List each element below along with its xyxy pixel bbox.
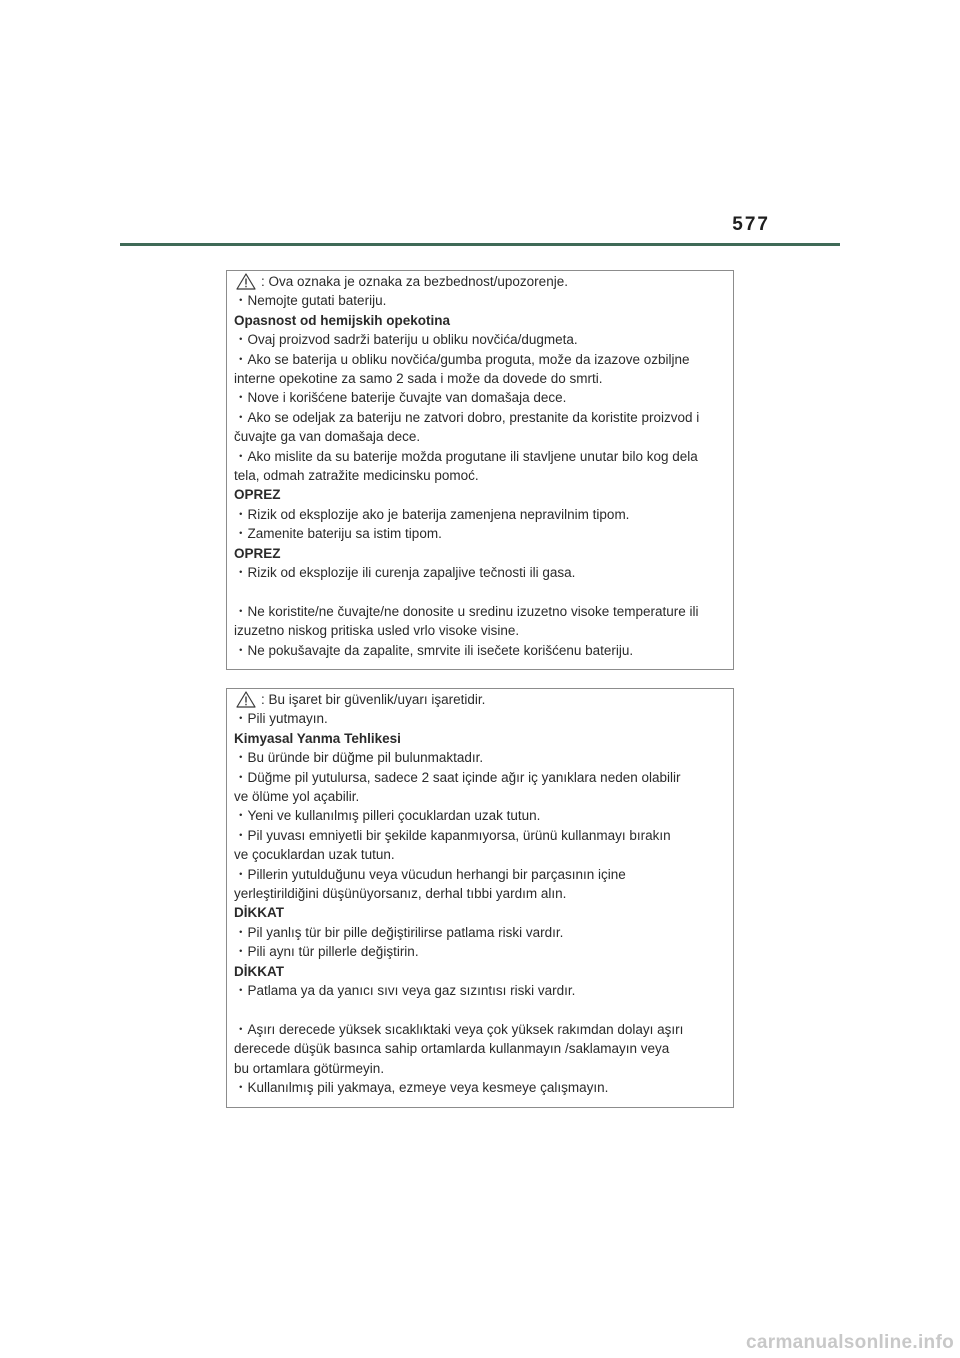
- box-lines: [234, 291, 728, 660]
- page-number: 577: [732, 214, 770, 235]
- section-heading: Opasnost od hemijskih opekotina: [234, 312, 451, 328]
- text-line: ・Pillerin yutulduğunu veya vücudun herhangi bir parçasının içine: [234, 866, 626, 882]
- text-line: ・Ne pokušavajte da zapalite, smrvite ili isečete korišćenu bateriju.: [234, 642, 634, 658]
- safety-box-turkish: [226, 688, 734, 1108]
- text-line: ・Nove i korišćene baterije čuvajte van domašaja dece.: [234, 390, 567, 406]
- text-line: interne opekotine za samo 2 sada i može da dovede do smrti.: [234, 371, 603, 387]
- text-line: ・Ako se baterija u obliku novčića/gumba proguta, može da izazove ozbiljne: [234, 351, 690, 367]
- text-line: ・Pili aynı tür pillerle değiştirin.: [234, 944, 419, 960]
- section-heading: DİKKAT: [234, 905, 284, 921]
- text-line: čuvajte ga van domašaja dece.: [234, 429, 421, 445]
- section-heading: Kimyasal Yanma Tehlikesi: [234, 730, 401, 746]
- spacer-line: [234, 583, 728, 602]
- text-line: ・Düğme pil yutulursa, sadece 2 saat içinde ağır iç yanıklara neden olabilir: [234, 769, 681, 785]
- text-line: ・Ako mislite da su baterije možda progutane ili stavljene unutar bilo kog dela: [234, 448, 698, 464]
- text-line: bu ortamlara götürmeyin.: [234, 1060, 385, 1076]
- warning-line: [234, 272, 728, 291]
- section-heading: OPREZ: [234, 487, 281, 503]
- text-line: ・Patlama ya da yanıcı sıvı veya gaz sızıntısı riski vardır.: [234, 983, 576, 999]
- header-rule: [120, 243, 840, 246]
- watermark: carmanualsonline.info: [746, 1332, 954, 1353]
- text-line: ve çocuklardan uzak tutun.: [234, 847, 395, 863]
- text-line: ve ölüme yol açabilir.: [234, 789, 360, 805]
- text-line: ・Aşırı derecede yüksek sıcaklıktaki veya çok yüksek rakımdan dolayı aşırı: [234, 1021, 684, 1037]
- text-line: ・Kullanılmış pili yakmaya, ezmeye veya kesmeye çalışmayın.: [234, 1080, 609, 1096]
- text-line: ・Nemojte gutati bateriju.: [234, 293, 387, 309]
- text-line: ・Zamenite bateriju sa istim tipom.: [234, 526, 442, 542]
- warning-line: [234, 690, 728, 709]
- text-line: ・Ne koristite/ne čuvajte/ne donosite u sredinu izuzetno visoke temperature ili: [234, 603, 699, 619]
- text-line: ・Rizik od eksplozije ako je baterija zamenjena nepravilnim tipom.: [234, 506, 630, 522]
- text-line: tela, odmah zatražite medicinsku pomoć.: [234, 468, 479, 484]
- warning-triangle-icon: [236, 691, 256, 708]
- text-line: derecede düşük basınca sahip ortamlarda kullanmayın /saklamayın veya: [234, 1041, 670, 1057]
- section-heading: OPREZ: [234, 545, 281, 561]
- warning-triangle-icon: [236, 273, 256, 290]
- warning-text: : Bu işaret bir güvenlik/uyarı işaretidir.: [261, 692, 486, 707]
- section-heading: DİKKAT: [234, 963, 284, 979]
- text-line: ・Bu üründe bir düğme pil bulunmaktadır.: [234, 750, 484, 766]
- text-line: izuzetno niskog pritiska usled vrlo visoke visine.: [234, 623, 520, 639]
- text-line: yerleştirildiğini düşünüyorsanız, derhal tıbbi yardım alın.: [234, 886, 567, 902]
- text-line: ・Pil yanlış tür bir pille değiştirilirse patlama riski vardır.: [234, 924, 564, 940]
- text-line: ・Pili yutmayın.: [234, 711, 328, 727]
- text-line: ・Yeni ve kullanılmış pilleri çocuklardan uzak tutun.: [234, 808, 541, 824]
- spacer-line: [234, 1001, 728, 1020]
- warning-text: : Ova oznaka je oznaka za bezbednost/upozorenje.: [261, 274, 568, 289]
- box-lines: [234, 709, 728, 1097]
- text-line: ・Ako se odeljak za bateriju ne zatvori dobro, prestanite da koristite proizvod i: [234, 409, 700, 425]
- safety-box-serbian: [226, 270, 734, 670]
- text-line: ・Rizik od eksplozije ili curenja zapaljive tečnosti ili gasa.: [234, 565, 576, 581]
- text-line: ・Ovaj proizvod sadrži bateriju u obliku novčića/dugmeta.: [234, 332, 578, 348]
- text-line: ・Pil yuvası emniyetli bir şekilde kapanmıyorsa, ürünü kullanmayı bırakın: [234, 827, 671, 843]
